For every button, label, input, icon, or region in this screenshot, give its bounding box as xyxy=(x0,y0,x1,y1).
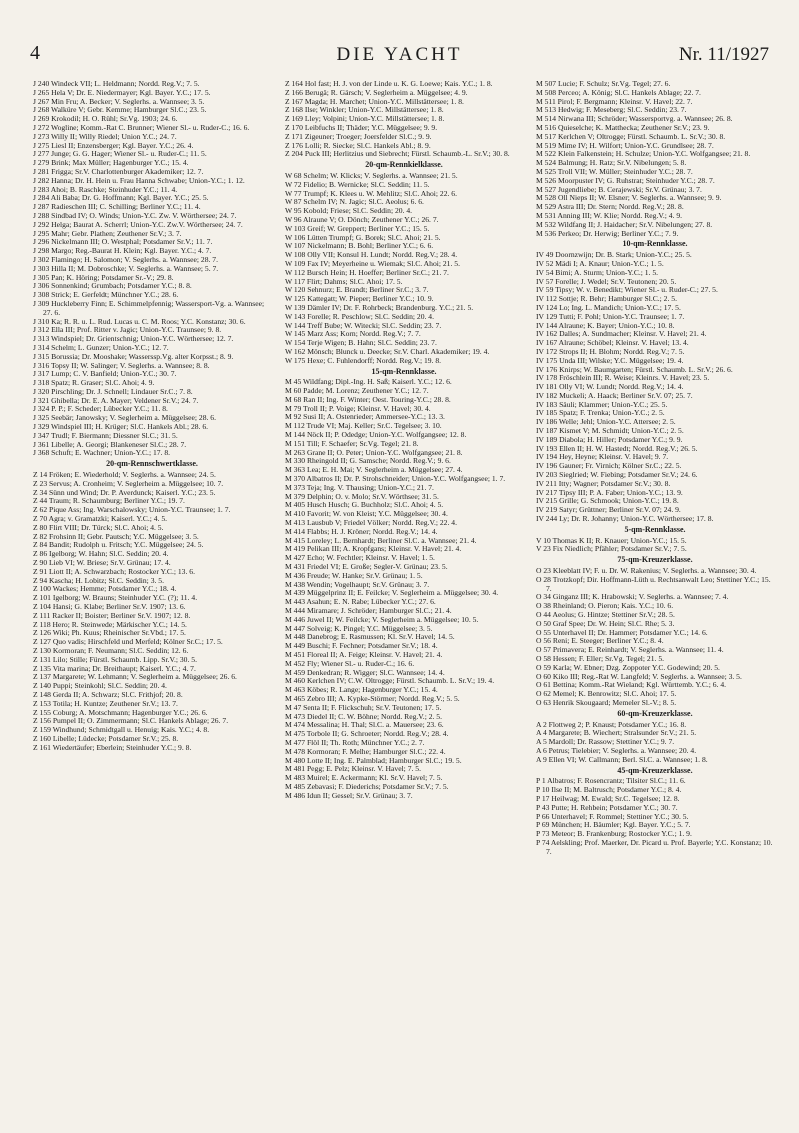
yacht-entry: M 522 Klein Falkenstein; H. Schulze; Union-Y.C. Wolfgangsee; 21. 8. xyxy=(536,149,751,159)
yacht-entry: IV 176 Knirps; W. Baumgarten; Fürstl. Schaumb. L. Sr.V.; 26. 6. xyxy=(536,364,733,374)
yacht-entry: M 516 Quieselche; K. Matthecka; Zeuthener Sr.V.; 23. 9. xyxy=(536,122,710,132)
yacht-entry: W 68 Schelm; W. Klicks; V. Seglerhs. a. Wannsee; 21. 5. xyxy=(285,170,458,180)
yacht-entry: M 474 Messalina; H. Thal; Sl.C. a. Mauersee; 23. 6. xyxy=(285,720,444,730)
yacht-entry: M 414 Flabbs; H. J. Kröner; Nordd. Reg.V.; 14. 4. xyxy=(285,526,438,536)
yacht-entry: M 514 Nirwana III; Schröder; Wassersportvg. a. Wannsee; 26. 8. xyxy=(536,114,733,124)
yacht-entry: J 292 Helga; Baurat A. Scherrl; Union-Y.C. Zw.V. Wörthersee; 24. 7. xyxy=(33,219,243,229)
yacht-entry: M 513 Hedwig; F. Meseberg; Sl.C. Seddin; 23. 7. xyxy=(536,105,687,115)
yacht-entry: P 1 Albatros; F. Rosencrantz; Tilsiter Sl.C.; 11. 6. xyxy=(536,776,686,786)
yacht-entry: V 23 Fix Niedlich; Pfähler; Potsdamer Sr.V.; 7. 5. xyxy=(536,544,687,554)
yacht-entry: O 63 Henrik Skougaard; Memeler Sl.-V.; 8. 5. xyxy=(536,697,677,707)
yacht-entry: J 287 Radieschen III; C. Schilling; Berliner Y.C.; 11. 4. xyxy=(33,202,201,212)
yacht-entry: W 108 Olly VII; Konsul H. Lundt; Nordd. Reg.V.; 28. 4. xyxy=(285,250,458,260)
yacht-entry: M 370 Albatros II; Dr. P. Strohschneider; Union-Y.C. Wolfgangsee; 1. 7. xyxy=(285,474,506,484)
yacht-entry: Z 34 Sünn und Wind; Dr. P. Averdunck; Kaiserl. Y.C.; 23. 5. xyxy=(33,487,216,497)
yacht-entry: M 465 Zebro III; A. Kypke-Störmer; Nordd. Reg.V.; 5. 5. xyxy=(285,693,460,703)
yacht-entry: IV 167 Alraune; Schöbel; Kleinsr. V. Havel; 13. 4. xyxy=(536,338,689,348)
issue-number: Nr. 11/1927 xyxy=(678,44,769,65)
yacht-entry: M 481 Pegg; E. Pelz; Kleinsr. V. Havel; 7. 5. xyxy=(285,764,421,774)
yacht-entry: J 368 Schuft; E. Wachner; Union-Y.C.; 17. 8. xyxy=(33,448,171,458)
yacht-entry: M 443 Asahun; E. N. Rabe; Lübecker Y.C.; 27. 6. xyxy=(285,597,436,607)
yacht-entry: Z 156 Pumpel II; O. Zimmermann; Sl.C. Hankels Ablage; 26. 7. xyxy=(33,716,229,726)
yacht-entry: M 451 Floreal II; A. Feige; Kleinsr. V. Havel; 21. 4. xyxy=(285,650,443,659)
yacht-entry: M 452 Fly; Wiener Sl.- u. Ruder-C.; 16. 6. xyxy=(285,658,415,668)
yacht-entry: J 310 Ka; R. R. u. L. Rud. Lucas u. C. M. Roos; Y.C. Konstanz; 30. 6. xyxy=(33,316,246,326)
yacht-entry: M 459 Denkedran; R. Wigger; Sl.C. Wannsee; 14. 4. xyxy=(285,667,445,677)
column-2 xyxy=(285,80,523,801)
yacht-entry: Z 23 Servus; A. Cronheim; V. Seglerheim a. Müggelsee; 10. 7. xyxy=(33,478,224,488)
yacht-entry: Z 204 Puck III; Herlitzius und Siebrecht; Fürstl. Schaumb.-L. Sr.V.; 30. 8. xyxy=(285,149,510,159)
yacht-entry: Z 127 Quo vadis; Hirschfeld und Merfeld; Kölner Sr.C.; 17. 5. xyxy=(33,637,223,647)
yacht-entry: IV 49 Doornzwijn; Dr. B. Stark; Union-Y.C.; 25. 5. xyxy=(536,250,692,260)
yacht-entry: J 313 Windspiel; Dr. Grientschnig; Union-Y.C. Wörthersee; 12. 7. xyxy=(33,334,234,344)
yacht-entry: W 145 Marz Ass; Korn; Nordd. Reg.V.; 7. 7. xyxy=(285,329,421,339)
yacht-entry: Z 130 Kormoran; F. Neumann; Sl.C. Seddin; 12. 6. xyxy=(33,646,189,655)
yacht-entry: Z 160 Libelle; Lüdecke; Potsdamer Sr.V.; 25. 8. xyxy=(33,733,179,743)
yacht-entry: J 273 Willy II; Willy Riedel; Union Y.C.; 24. 7. xyxy=(33,131,177,141)
yacht-entry: J 314 Schelm; L. Gunzer; Union-Y.C.; 12. 7. xyxy=(33,342,169,352)
yacht-entry: W 106 Lütten Trumpf; G. Borek; Sl.C. Ahoi; 21. 5. xyxy=(285,232,441,242)
yacht-entry: O 50 Graf Spee; Dr. W. Hein; Sl.C. Rhe; 5. 3. xyxy=(536,618,675,628)
yacht-entry: O 34 Ginganz III; K. Hrabowski; V. Seglerhs. a. Wannsee; 7. 4. xyxy=(536,592,729,602)
yacht-entry: O 57 Primavera; E. Reinhardt; V. Seglerhs. a. Wannsee; 11. 4. xyxy=(536,645,724,655)
yacht-entry: IV 219 Satyr; Grüttner; Berliner Sr.V. 07; 24. 9. xyxy=(536,505,681,515)
yacht-entry: IV 172 Strops II; H. Blohm; Nordd. Reg.V.; 7. 5. xyxy=(536,346,685,356)
yacht-entry: M 410 Favorit; W. von Kleist; Y.C. Müggelsee; 30. 4. xyxy=(285,509,448,519)
yacht-entry: W 144 Treff Bube; W. Witecki; Sl.C. Seddin; 23. 7. xyxy=(285,320,442,330)
yacht-entry: J 277 Junge; G. G. Hager; Wiener Sl.- u. Ruder-C.; 11. 5. xyxy=(33,149,207,159)
yacht-entry: J 296 Nickelmann III; O. Westphal; Potsdamer Sr.V.; 11. 7. xyxy=(33,237,213,247)
yacht-entry: J 240 Windeck VII; L. Heldmann; Nordd. Reg.V.; 7. 5. xyxy=(33,79,200,88)
yacht-entry: IV 203 Sieglried; W. Fiebing; Potsdamer Sr.V.; 24. 6. xyxy=(536,470,698,480)
yacht-entry: Z 166 Berugä; R. Gärsch; V. Seglerheim a. Müggelsee; 4. 9. xyxy=(285,87,468,97)
yacht-entry: W 103 Greif; W. Greppert; Berliner Y.C.; 15. 5. xyxy=(285,223,430,233)
yacht-entry: M 45 Wildfang; Dipl.-Ing. H. Saß; Kaiserl. Y.C.; 12. 6. xyxy=(285,377,452,387)
yacht-entry: Z 168 Ilse; Winkler; Union-Y.C. Millstättersee; 1. 8. xyxy=(285,105,444,115)
yacht-entry: J 283 Ahoi; B. Raschke; Steinhuder Y.C.; 11. 4. xyxy=(33,184,178,194)
yacht-entry: Z 118 Hero; R. Steinwede; Märkischer Y.C.; 14. 5. xyxy=(33,619,187,629)
yacht-entry: IV 178 Fröschlein III; R. Weise; Kleinrs. V. Havel; 23. 5. xyxy=(536,373,710,383)
yacht-entry: Z 159 Windhund; Schmidtgall u. Henuig; Kais. Y.C.; 4. 8. xyxy=(33,725,210,735)
yacht-entry: J 267 Min Fru; A. Becker; V. Seglerhs. a. Wannsee; 3. 5. xyxy=(33,96,205,106)
yacht-entry: O 44 Aeolus; G. Hintze; Stettiner Sr.V.; 28. 5. xyxy=(536,610,675,620)
yacht-entry: J 361 Libelle; A. Georgi; Blankeneser Sl.C.; 28. 7. xyxy=(33,439,187,449)
yacht-entry: O 60 Kiko III; Reg.-Rat W. Langfeld; V. Seglerhs. a. Wannsee; 3. 5. xyxy=(536,671,742,681)
yacht-entry: W 96 Alraune V; O. Dönch; Zeuthener Y.C.; 26. 7. xyxy=(285,214,439,224)
yacht-entry: W 112 Bursch Hein; H. Hoeffer; Berliner Sr.C.; 21. 7. xyxy=(285,267,449,277)
yacht-entry: M 363 Lea; E. H. Mai; V. Seglerheim a. Müggelsee; 27. 4. xyxy=(285,465,463,475)
yacht-entry: Z 91 Liott II; A. Schwarzbach; Rostocker Y.C.; 13. 6. xyxy=(33,566,195,576)
yacht-entry: Z 14 Fröken; E. Wiederhold; V. Seglerhs. a. Wannsee; 24. 5. xyxy=(33,470,216,480)
yacht-entry: J 279 Brink; Max Müller; Hagenburger Y.C.; 15. 4. xyxy=(33,158,189,168)
yacht-entry: J 312 Ella III; Prof. Ritter v. Jagic; Union-Y.C. Traunsee; 9. 8. xyxy=(33,325,222,335)
yacht-entry: IV 196 Gauner; Fr. Virnich; Kölner Sr.C.; 22. 5. xyxy=(536,461,682,471)
yacht-entry: P 69 München; H. Bäumler; Kgl. Bayer. Y.C.; 5. 7. xyxy=(536,820,691,830)
yacht-entry: Z 80 Flirt VIII; Dr. Türck; Sl.C. Ahoi; 4. 5. xyxy=(33,522,164,532)
column-3 xyxy=(536,80,774,857)
yacht-entry: M 47 Senta II; F. Flickschuh; Sr.V. Teutonen; 17. 5. xyxy=(285,702,442,712)
yacht-entry: J 329 Windspiel III; H. Krüger; Sl.C. Hankels Abl.; 28. 6. xyxy=(33,422,209,432)
yacht-entry: A 4 Margarete; B. Wiechert; Stralsunder Sr.V.; 21. 5. xyxy=(536,728,697,738)
yacht-entry: J 347 Trudl; F. Biermann; Diessner Sl.C.; 31. 5. xyxy=(33,430,178,440)
yacht-entry: W 125 Kattegatt; W. Pieper; Berliner Y.C.; 10. 9. xyxy=(285,294,434,304)
yacht-entry: IV 185 Spatz; F. Trenka; Union-Y.C.; 2. 5. xyxy=(536,408,665,418)
yacht-entry: M 478 Kormoran; F. Melhe; Hamburger Sl.C.; 22. 4. xyxy=(285,746,446,756)
yacht-entry: Z 167 Magda; H. Marchet; Union-Y.C. Millstättersee; 1. 8. xyxy=(285,96,464,106)
yacht-entry: A 5 Mardoll; Dr. Rassow; Stettiner Y.C.; 9. 7. xyxy=(536,737,675,747)
yacht-entry: M 92 Susi II; A. Ostenrieder; Ammersee-Y.C.; 13. 3. xyxy=(285,412,445,422)
class-heading: 60-qm-Kreuzerklasse. xyxy=(617,708,693,718)
yacht-entry: Z 137 Margarete; W. Lehmann; V. Seglerheim a. Müggelsee; 26. 6. xyxy=(33,672,237,682)
yacht-entry: J 308 Strick; E. Gerfeldt; Münchner Y.C.; 28. 6. xyxy=(33,290,179,300)
yacht-entry: Z 90 Lieb VI; W. Briese; Sr.V. Grünau; 17. 4. xyxy=(33,558,171,568)
yacht-entry: W 109 Fax IV; Meyerheine u. Wiemak; Sl.C. Ahoi; 21. 5. xyxy=(285,258,460,268)
yacht-entry: M 439 Müggelprinz II; E. Feilcke; V. Seglerheim a. Müggelsee; 30. 4. xyxy=(285,588,499,598)
yacht-entry: O 28 Trotzkopf; Dir. Hoffmann-Lüth u. Rechtsanwalt Leo; Stettiner Y.C.; 15. 7. xyxy=(536,574,771,593)
yacht-entry: M 330 Rheingold II; G. Samsche; Nordd. Reg.V.; 9. 6. xyxy=(285,456,451,466)
column-1 xyxy=(33,80,271,753)
class-heading: 15-qm-Rennklasse. xyxy=(371,366,437,376)
yacht-entry: J 284 Ali Baba; Dr. G. Hoffmann; Kgl. Bayer. Y.C.; 25. 5. xyxy=(33,193,209,203)
yacht-entry: IV 54 Bimi; A. Sturm; Union-Y.C.; 1. 5. xyxy=(536,267,659,277)
yacht-entry: M 405 Husch Husch; G. Buchholz; Sl.C. Ahoi; 4. 5. xyxy=(285,500,444,510)
yacht-entry: W 72 Fidelio; B. Wernicke; Sl.C. Seddin; 11. 5. xyxy=(285,179,430,189)
yacht-entry: IV 57 Forelle; J. Wedel; Sr.V. Teutonen; 20. 5. xyxy=(536,276,677,286)
yacht-entry: IV 193 Ellen II; H. W. Hastedt; Nordd. Reg.V.; 26. 5. xyxy=(536,443,698,453)
yacht-entry: M 449 Buschi; F. Fechner; Potsdamer Sr.V.; 18. 4. xyxy=(285,641,438,651)
yacht-entry: M 263 Grane II; O. Peter; Union-Y.C. Wolfgangsee; 21. 8. xyxy=(285,447,463,457)
yacht-entry: IV 194 Hey, Heyne; Kleinsr. V. Havel; 9. 7. xyxy=(536,452,669,462)
yacht-entry: J 316 Topsy II; W. Salinger; V. Seglerhs. a. Wannsee; 8. 8. xyxy=(33,360,210,370)
yacht-entry: M 431 Friedel VI; E. Große; Segler-V. Grünau; 23. 5. xyxy=(285,562,448,572)
yacht-entry: Z 170 Leibfuchs II; Thäder; Y.C. Müggelsee; 9. 9. xyxy=(285,122,438,132)
yacht-entry: M 373 Teja; Ing. V. Thausing; Union-Y.C.; 21. 7. xyxy=(285,482,434,492)
yacht-entry: P 17 Heilwag; M. Ewald; Sr.C. Tegelsee; 12. 8. xyxy=(536,793,680,803)
yacht-entry: J 324 P. P.; F. Scheder; Lübecker Y.C.; 11. 8. xyxy=(33,404,168,414)
yacht-entry: M 112 Trude VI; Maj. Keller; Sr.C. Tegelsee; 3. 10. xyxy=(285,421,442,431)
yacht-entry: J 317 Lump; C. V. Banfield; Union-Y.C.; 30. 7. xyxy=(33,369,177,379)
yacht-entry: J 320 Pirschling; Dr. J. Schnell; Lindauer Sr.C.; 7. 8. xyxy=(33,386,193,396)
yacht-entry: M 473 Diedel II; C. W. Böhne; Nordd. Reg.V.; 2. 5. xyxy=(285,711,443,721)
yacht-entry: Z 135 Vita marina; Dr. Breithaupt; Kaiserl. Y.C.; 4. 7. xyxy=(33,663,196,673)
yacht-entry: P 43 Putte; H. Rehbein; Potsdamer Y.C.; 30. 7. xyxy=(536,802,678,812)
yacht-entry: W 175 Hexe; C. Fuhlendorff; Nordd. Reg.V.; 19. 8. xyxy=(285,355,442,365)
yacht-entry: M 475 Torbole II; G. Schroeter; Nordd. Reg.V.; 28. 4. xyxy=(285,729,449,739)
yacht-entry: O 38 Rheinland; O. Pieron; Kais. Y.C.; 10. 6. xyxy=(536,601,674,611)
yacht-entry: J 302 Flamingo; H. Salomon; V. Seglerhs. a. Wannsee; 28. 7. xyxy=(33,254,219,264)
yacht-entry: J 303 Hilla II; M. Dobroschke; V. Seglerhs. a. Wannsee; 5. 7. xyxy=(33,263,219,273)
yacht-entry: M 480 Lotte II; Ing. E. Palmblad; Hamburger Sl.C.; 19. 5. xyxy=(285,755,462,765)
yacht-entry: J 295 Mahr; Gebr. Plathen; Zeuthener Sr.V.; 3. 7. xyxy=(33,228,182,238)
yacht-entry: V 10 Thomas K II; R. Knauer; Union-Y.C.; 15. 5. xyxy=(536,535,687,545)
yacht-entry: Z 153 Totila; H. Kuntze; Zeuthener Sr.V.; 13. 7. xyxy=(33,698,178,708)
yacht-entry: W 117 Flirt; Dahms; Sl.C. Ahoi; 17. 5. xyxy=(285,276,403,286)
yacht-entry: Z 171 Zigeuner; Troeger; Joersfelder Sl.C.; 9. 9. xyxy=(285,131,432,141)
yacht-entry: Z 104 Hansi; G. Klabe; Berliner Sr.V. 1907; 13. 6. xyxy=(33,602,186,612)
yacht-entry: O 59 Karla; W. Ebner; Dzg. Zoppoter Y.C. Godewind; 20. 5. xyxy=(536,662,720,672)
yacht-entry: M 532 Wildfang II; J. Haidacher; Sr.V. Nibelungen; 27. 8. xyxy=(536,219,713,229)
yacht-entry: IV 144 Alraune; K. Bayer; Union-Y.C.; 10. 8. xyxy=(536,320,675,330)
yacht-entry: M 529 Astra III; Dr. Stern; Nordd. Reg.V.; 28. 8. xyxy=(536,202,684,212)
yacht-entry: O 56 Reni; E. Steeger; Berliner Y.C.; 8. 4. xyxy=(536,636,664,646)
yacht-entry: M 477 Flöl II; Th. Roth; Münchner Y.C.; 2. 7. xyxy=(285,737,425,747)
yacht-entry: M 517 Kerlchen V; Oltrogge; Fürstl. Schaumb. L. Sr.V.; 30. 8. xyxy=(536,131,726,141)
yacht-entry: IV 217 Tipsy III; P. A. Faber; Union-Y.C.; 13. 9. xyxy=(536,487,683,497)
yacht-entry: IV 215 Grille; G. Schmook; Union-Y.C.; 19. 8. xyxy=(536,496,679,506)
yacht-entry: W 162 Mönsch; Blunck u. Deecke; Sr.V. Charl. Akademiker; 19. 4. xyxy=(285,346,490,356)
class-heading: 5-qm-Rennklasse. xyxy=(624,524,686,534)
yacht-entry: W 139 Dämler IV; Dr. F. Rohrbeck; Brandenburg. Y.C.; 21. 5. xyxy=(285,302,474,312)
yacht-entry: O 23 Kleeblatt IV; F. u. Dr. W. Rakenius; V. Seglerhs. a. Wannsee; 30. 4. xyxy=(536,566,757,576)
yacht-entry: M 379 Delphin; O. v. Molo; Sr.V. Wörthsee; 31. 5. xyxy=(285,491,439,501)
yacht-entry: M 436 Freude; W. Hanke; Sr.V. Grünau; 1. 5. xyxy=(285,570,423,580)
yacht-entry: Z 176 Lolli; R. Siecke; Sl.C. Hankels Abl.; 8. 9. xyxy=(285,140,431,150)
yacht-entry: M 526 Moorpuster IV; G. Ruhstrat; Steinhuder Y.C.; 28. 7. xyxy=(536,175,715,185)
yacht-entry: O 62 Memel; K. Benrowitz; Sl.C. Ahoi; 17. 5. xyxy=(536,689,677,699)
yacht-entry: IV 244 Ly; Dr. R. Johanny; Union-Y.C. Wörthersee; 17. 8. xyxy=(536,514,714,524)
yacht-entry: IV 183 Säuli; Klammer; Union-Y.C.; 25. 5. xyxy=(536,399,668,409)
yacht-entry: M 511 Pirol; F. Bergmann; Kleinsr. V. Havel; 22. 7. xyxy=(536,96,693,106)
magazine-title: DIE YACHT xyxy=(336,44,463,65)
yacht-entry: M 427 Echo; W. Fechtler; Kleinsr. V. Havel; 1. 5. xyxy=(285,553,435,563)
yacht-entry: W 87 Schelm IV; N. Jagic; Sl.C. Aeolus; 6. 6. xyxy=(285,197,424,207)
yacht-entry: W 120 Sehnurz; E. Brandt; Berliner Sr.C.; 3. 7. xyxy=(285,285,429,295)
yacht-entry: Z 70 Agra; v. Gramatzki; Kaiserl. Y.C.; 4. 5. xyxy=(33,514,168,524)
yacht-entry: M 531 Anning III; W. Klie; Nordd. Reg.V.; 4. 9. xyxy=(536,210,683,220)
yacht-entry: IV 175 Unda III; Wilske; Y.C. Müggelsee; 19. 4. xyxy=(536,355,684,365)
yacht-entry: J 281 Frigga; Sr.V. Charlottenburger Akademiker; 12. 7. xyxy=(33,166,204,176)
yacht-entry: M 486 Idun II; Gessel; Sr.V. Grünau; 3. 7. xyxy=(285,790,413,800)
yacht-entry: W 107 Nickelmann; B. Bohl; Berliner Y.C.; 6. 6. xyxy=(285,241,434,251)
yacht-entry: W 95 Kobold; Friese; Sl.C. Seddin; 20. 4. xyxy=(285,206,413,216)
yacht-entry: P 73 Meteor; B. Frankenburg; Rostocker Y.C.; 1. 9. xyxy=(536,829,692,839)
class-heading: 20-qm-Rennkielklasse. xyxy=(365,160,443,170)
yacht-entry: M 485 Zebavasi; F. Diederichs; Potsdamer Sr.V.; 7. 5. xyxy=(285,781,449,791)
yacht-entry: J 306 Sonnenkind; Grumbach; Potsdamer Y.C.; 8. 8. xyxy=(33,281,192,291)
yacht-entry: M 508 Perceo; A. König; Sl.C. Hankels Ablage; 22. 7. xyxy=(536,87,701,97)
yacht-entry: Z 155 Coburg; A. Motschmann; Hagenburger Y.C.; 26. 6. xyxy=(33,707,208,717)
yacht-entry: O 61 Bettina; Komm.-Rat Wieland; Kgl. Württemb. Y.C.; 6. 4. xyxy=(536,680,727,690)
yacht-entry: M 519 Mime IV; H. Wilfort; Union-Y.C. Grundlsee; 28. 7. xyxy=(536,140,714,150)
yacht-entry: IV 112 Sottje; R. Behr; Hamburger Sl.C.; 2. 5. xyxy=(536,294,677,304)
yacht-entry: J 325 Seebär; Janowsky; V. Seglerheim a. Müggelsee; 28. 6. xyxy=(33,413,216,423)
yacht-entry: M 524 Balmung; H. Ratz; Sr.V. Nibelungen; 5. 8. xyxy=(536,158,687,168)
yacht-entry: IV 129 Tutti; F. Pohl; Union-Y.C. Traunsee; 1. 7. xyxy=(536,311,685,321)
yacht-entry: J 275 Liesl II; Enzensberger; Kgl. Bayer. Y.C.; 26. 4. xyxy=(33,140,194,150)
yacht-entry: Z 111 Racker II; Boister; Berliner Sr.V. 1907; 12. 8. xyxy=(33,610,191,620)
yacht-entry: J 315 Borussia; Dr. Mooshake; Wasserssp.Vg. alter Korpsst.; 8. 9. xyxy=(33,351,234,361)
yacht-entry: IV 162 Dalles; A. Sundmacher; Kleinsr. V. Havel; 21. 4. xyxy=(536,329,707,339)
yacht-entry: Z 161 Wiedertäufer; Eberlein; Steinhuder Y.C.; 9. 8. xyxy=(33,742,192,752)
yacht-entry: M 483 Muirel; E. Ackermann; Kl. Sr.V. Havel; 7. 5. xyxy=(285,773,443,783)
yacht-entry: IV 52 Mädi I; A. Knaur; Union-Y.C.; 1. 5. xyxy=(536,258,664,268)
yacht-entry: P 10 Ilse II; M. Baltrusch; Potsdamer Y.C.; 8. 4. xyxy=(536,785,682,795)
yacht-entry: J 272 Wogline; Komm.-Rat C. Brunner; Wiener Sl.- u. Ruder-C.; 16. 6. xyxy=(33,122,250,132)
yacht-entry: M 447 Solveig; K. Pingel; Y.C. Müggelsee; 3. 5. xyxy=(285,623,433,633)
yacht-entry: J 298 Margo; Reg.-Baurat H. Klein; Kgl. Bayer. Y.C.; 4. 7. xyxy=(33,246,212,256)
yacht-entry: J 309 Huckleberry Finn; E. Schimmelpfennig; Wassersport-Vg. a. Wannsee; 27. 6. xyxy=(33,298,265,317)
class-heading: 10-qm-Rennklasse. xyxy=(622,239,688,249)
class-heading: 20-qm-Rennschwertklasse. xyxy=(106,459,198,469)
yacht-entry: M 444 Miramare; J. Schröder; Hamburger Sl.C.; 21. 4. xyxy=(285,606,452,616)
yacht-entry: J 321 Ghibella; Dr. E. A. Mayer; Veldener Sr.V.; 24. 7. xyxy=(33,395,199,405)
yacht-entry: Z 100 Wackes; Hemme; Potsdamer Y.C.; 18. 4. xyxy=(33,584,177,594)
yacht-entry: M 446 Juwel II; W. Feilcke; V. Seglerheim a. Müggelsee; 10. 5. xyxy=(285,614,479,624)
yacht-entry: M 151 Till; F. Schaefer; Sr.Vg. Tegel; 21. 8. xyxy=(285,438,419,448)
yacht-entry: Z 126 Wiki; Ph. Kuus; Rheinischer Sr.Vbd.; 17. 5. xyxy=(33,628,186,638)
yacht-entry: Z 62 Pique Ass; Ing. Warschalowsky; Union-Y.C. Traunsee; 1. 7. xyxy=(33,505,231,515)
yacht-entry: M 463 Köbes; R. Lange; Hagenburger Y.C.; 15. 4. xyxy=(285,685,438,695)
yacht-entry: J 288 Sindbad IV; O. Winds; Union-Y.C. Zw. V. Wörthersee; 24. 7. xyxy=(33,210,237,220)
yacht-entry: Z 140 Puppi; Steinkohl; Sl.C. Seddin; 20. 4. xyxy=(33,681,167,691)
yacht-entry: IV 186 Welle; Jehl; Union-Y.C. Attersee; 2. 5. xyxy=(536,417,676,427)
yacht-entry: IV 181 Olly VI; W. Lundt; Nordd. Reg.V.; 14. 4. xyxy=(536,382,684,392)
yacht-entry: IV 59 Tipsy; W. v. Benedikt; Wiener Sl.- u. Ruder-C.; 27. 5. xyxy=(536,285,718,295)
yacht-entry: Z 94 Kascha; H. Lobitz; Sl.C. Seddin; 3. 5. xyxy=(33,575,164,585)
yacht-entry: O 55 Unterhavel II; Dr. Hammer; Potsdamer Y.C.; 14. 6. xyxy=(536,627,708,637)
yacht-entry: W 143 Forelle; R. Peschlow; Sl.C. Seddin; 20. 4. xyxy=(285,311,434,321)
yacht-entry: W 77 Trumpf; K. Klees u. W. Mehlitz; Sl.C. Ahoi; 22. 6. xyxy=(285,188,457,198)
yacht-entry: IV 211 Itty; Wagner; Potsdamer Sr.V.; 30. 8. xyxy=(536,478,671,488)
yacht-entry: M 413 Lausbub V; Friedel Völker; Nordd. Reg.V.; 22. 4. xyxy=(285,518,457,528)
yacht-entry: Z 169 Lley; Volpini; Union-Y.C. Millstättersee; 1. 8. xyxy=(285,114,445,124)
yacht-entry: IV 189 Diabola; H. Hiller; Potsdamer Y.C.; 9. 9. xyxy=(536,434,683,444)
yacht-entry: M 438 Wendin; Vogelhaupt; Sr.V. Grünau; 3. 7. xyxy=(285,579,430,589)
yacht-entry: A 9 Ellen VI; W. Callmann; Berl. Sl.C. a. Wannsee; 1. 8. xyxy=(536,754,708,764)
yacht-entry: IV 182 Muckeli; A. Haack; Berliner Sr.V. 07; 25. 7. xyxy=(536,390,693,400)
yacht-entry: M 536 Perkeo; Dr. Herwig; Berliner Y.C.; 7. 9. xyxy=(536,228,679,238)
yacht-entry: Z 86 Igelborg; W. Hahn; Sl.C. Seddin; 20. 4. xyxy=(33,549,169,559)
yacht-entry: Z 84 Bandit; Rudolph u. Fritsch; Y.C. Müggelsee; 24. 5. xyxy=(33,540,204,550)
yacht-entry: Z 164 Hol fast; H. J. von der Linde u. K. G. Loewe; Kais. Y.C.; 1. 8. xyxy=(285,79,493,88)
yacht-entry: J 265 Hela V; Dr. E. Niedermayer; Kgl. Bayer. Y.C.; 17. 5. xyxy=(33,87,211,97)
yacht-entry: Z 82 Frohsinn II; Gebr. Pautsch; Y.C. Müggelsee; 3. 5. xyxy=(33,531,199,541)
yacht-entry: M 527 Jugendliebe; B. Cerajewski; Sr.V. Grünau; 3. 7. xyxy=(536,184,702,194)
yacht-entry: Z 148 Gerda II; A. Schwarz; Sl.C. Frithjof; 20. 8. xyxy=(33,689,183,699)
yacht-entry: A 6 Petrus; Tielebier; V. Seglerhs. a. Wannsee; 20. 4. xyxy=(536,745,697,755)
yacht-entry: M 448 Danebrog; E. Rasmussen; Kl. Sr.V. Havel; 14. 5. xyxy=(285,632,455,642)
yacht-entry: M 79 Troll II; P. Voige; Kleinsr. V. Havel; 30. 4. xyxy=(285,403,431,413)
class-heading: 75-qm-Kreuzerklasse. xyxy=(617,555,693,565)
yacht-entry: A 2 Flottweg 2; P. Knaust; Potsdamer Y.C.; 16. 8. xyxy=(536,719,687,729)
yacht-entry: P 74 Aelskling; Prof. Maerker, Dr. Picard u. Prof. Bayerle; Y.C. Konstanz; 10. 7. xyxy=(536,837,773,856)
yacht-entry: O 58 Hessen; F. Eller; Sr.Vg. Tegel; 21. 5. xyxy=(536,654,665,663)
yacht-entry: Z 44 Traum; R. Schaumburg; Berliner Y.C.; 19. 7. xyxy=(33,496,185,506)
yacht-entry: IV 124 Lo; Ing. L. Mandich; Union-Y.C.; 17. 5. xyxy=(536,302,681,312)
class-heading: 45-qm-Kreuzerklasse. xyxy=(617,765,693,775)
yacht-entry: J 305 Pan; K. Höring; Potsdamer Sr.-V.; 29. 8. xyxy=(33,272,174,282)
yacht-entry: M 68 Ran II; Ing. F. Winter; Oest. Touring-Y.C.; 28. 8. xyxy=(285,394,451,404)
yacht-entry: J 268 Walküre V; Gebr. Kemme; Hamburger Sl.C.; 23. 5. xyxy=(33,105,207,115)
yacht-entry: M 528 Oll Nieps II; W. Elsner; V. Seglerhs. a. Wannsee; 9. 9. xyxy=(536,193,722,203)
yacht-entry: W 154 Terje Wigen; B. Hahn; Sl.C. Seddin; 23. 7. xyxy=(285,338,437,348)
page-number: 4 xyxy=(30,42,40,64)
yacht-entry: Z 101 Igelborg; W. Brauns; Steinhuder Y.C. (?); 11. 4. xyxy=(33,593,198,603)
yacht-entry: M 460 Kerlchen IV; C.W. Oltrogge; Fürstl. Schaumb. L. Sr.V.; 19. 4. xyxy=(285,676,495,686)
yacht-entry: P 66 Unterhavel; F. Rommel; Stettiner Y.C.; 30. 5. xyxy=(536,811,689,821)
yacht-entry: J 269 Krokodil; H. O. Rühl; Sr.Vg. 1903; 24. 6. xyxy=(33,114,178,124)
yacht-entry: M 525 Troll VII; W. Müller; Steinhuder Y.C.; 28. 7. xyxy=(536,166,693,176)
yacht-entry: IV 187 Kismet V; M. Schmidt; Union-Y.C.; 2. 5. xyxy=(536,426,684,436)
yacht-entry: M 144 Nöck II; P. Odedge; Union-Y.C. Wolfgangsee; 12. 8. xyxy=(285,430,467,440)
yacht-entry: J 318 Spatz; R. Graser; Sl.C. Ahoi; 4. 9. xyxy=(33,378,155,388)
yacht-entry: J 282 Hanna; Dr. H. Hein u. Frau Hanna Schwabe; Union-Y.C.; 1. 12. xyxy=(33,175,245,185)
yacht-entry: Z 131 Lilo; Stille; Fürstl. Schaumb. Lipp. Sr.V.; 30. 5. xyxy=(33,654,197,664)
yacht-entry: M 60 Padde; M. Lorenz; Zeuthener Y.C.; 12. 7. xyxy=(285,386,429,396)
yacht-entry: M 507 Lucie; F. Schulz; Sr.Vg. Tegel; 27. 6. xyxy=(536,79,671,88)
yacht-entry: M 419 Pelikan III; A. Kropfgans; Kleinsr. V. Havel; 21. 4. xyxy=(285,544,462,554)
page-header xyxy=(30,42,769,72)
yacht-entry: M 415 Loreley; L. Bernhardt; Berliner Sl.C. a. Wannsee; 21. 4. xyxy=(285,535,477,545)
